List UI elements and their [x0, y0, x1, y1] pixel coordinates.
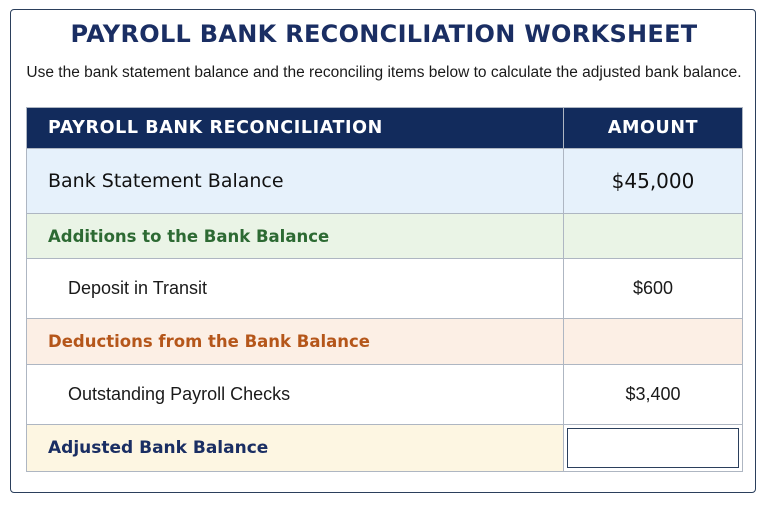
worksheet-title: PAYROLL BANK RECONCILIATION WORKSHEET: [70, 20, 698, 48]
additions-section-amount: [564, 214, 743, 259]
bank-statement-balance-amount: $45,000: [564, 149, 743, 214]
worksheet-instructions: Use the bank statement balance and the reconciling items below to calculate the adjusted bank balance.: [26, 64, 742, 81]
deposit-in-transit-row: [27, 259, 743, 319]
outstanding-payroll-checks-label: Outstanding Payroll Checks: [27, 365, 564, 425]
table-header-row: [27, 108, 743, 149]
bank-statement-balance-row: [27, 149, 743, 214]
reconciliation-table: [26, 107, 743, 472]
deductions-section-label: Deductions from the Bank Balance: [27, 319, 564, 365]
header-amount: AMOUNT: [564, 108, 743, 149]
deductions-section-row: [27, 319, 743, 365]
deposit-in-transit-amount: $600: [564, 259, 743, 319]
bank-statement-balance-label: Bank Statement Balance: [27, 149, 564, 214]
additions-section-label: Additions to the Bank Balance: [27, 214, 564, 259]
additions-section-row: [27, 214, 743, 259]
adjusted-bank-balance-cell: [564, 425, 743, 472]
adjusted-bank-balance-row: [27, 425, 743, 472]
deductions-section-amount: [564, 319, 743, 365]
header-label: PAYROLL BANK RECONCILIATION: [27, 108, 564, 149]
outstanding-payroll-checks-amount: $3,400: [564, 365, 743, 425]
deposit-in-transit-label: Deposit in Transit: [27, 259, 564, 319]
adjusted-bank-balance-label: Adjusted Bank Balance: [27, 425, 564, 472]
adjusted-bank-balance-answer-box[interactable]: [567, 428, 739, 468]
outstanding-payroll-checks-row: [27, 365, 743, 425]
